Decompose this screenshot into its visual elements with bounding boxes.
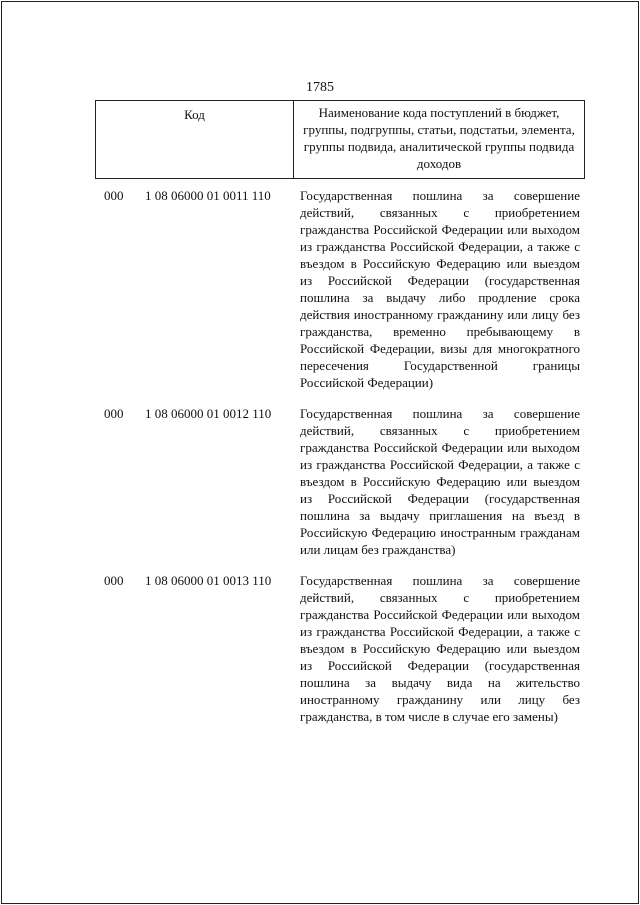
revenue-description: Государственная пошлина за совершение действий, связанных с приобретением гражданства Российской Федерации или выходом из гражданства Российской Федерации, а также с въездом в Российскую Федерацию или выездом из Российской Федерации (государственная пошлина за выдачу приглашения на въезд в Российскую Федерацию иностранным гражданам или лицам без гражданства) xyxy=(300,406,580,557)
revenue-description: Государственная пошлина за совершение действий, связанных с приобретением гражданства Российской Федерации или выходом из гражданства Российской Федерации, а также с въездом в Российскую Федерацию или выездом из Российской Федерации (государственная пошлина за выдачу вида на жительство иностранному гражданину или лицу без гражданства, в том числе в случае его замены) xyxy=(300,573,580,724)
admin-code: 000 xyxy=(104,188,124,203)
revenue-code: 1 08 06000 01 0011 110 xyxy=(145,188,271,203)
header-code-cell: Код xyxy=(96,101,294,178)
table-header xyxy=(95,100,585,179)
admin-code: 000 xyxy=(104,406,124,421)
revenue-code: 1 08 06000 01 0013 110 xyxy=(145,573,272,588)
revenue-code: 1 08 06000 01 0012 110 xyxy=(145,406,272,421)
admin-code: 000 xyxy=(104,573,124,588)
header-name-cell: Наименование кода поступлений в бюджет, группы, подгруппы, статьи, подстатьи, элемента, группы подвида, аналитической группы подвида доходов xyxy=(303,105,575,171)
page-number: 1785 xyxy=(306,80,334,95)
revenue-description: Государственная пошлина за совершение действий, связанных с приобретением гражданства Российской Федерации или выходом из гражданства Российской Федерации, а также с въездом в Российскую Федерацию или выездом из Российской Федерации (государственная пошлина за выдачу либо продление срока действия иностранному гражданину или лицу без гражданства, временно пребывающему в Российской Федерации, визы для многократного пересечения Государственной границы Российской Федерации) xyxy=(300,188,580,390)
